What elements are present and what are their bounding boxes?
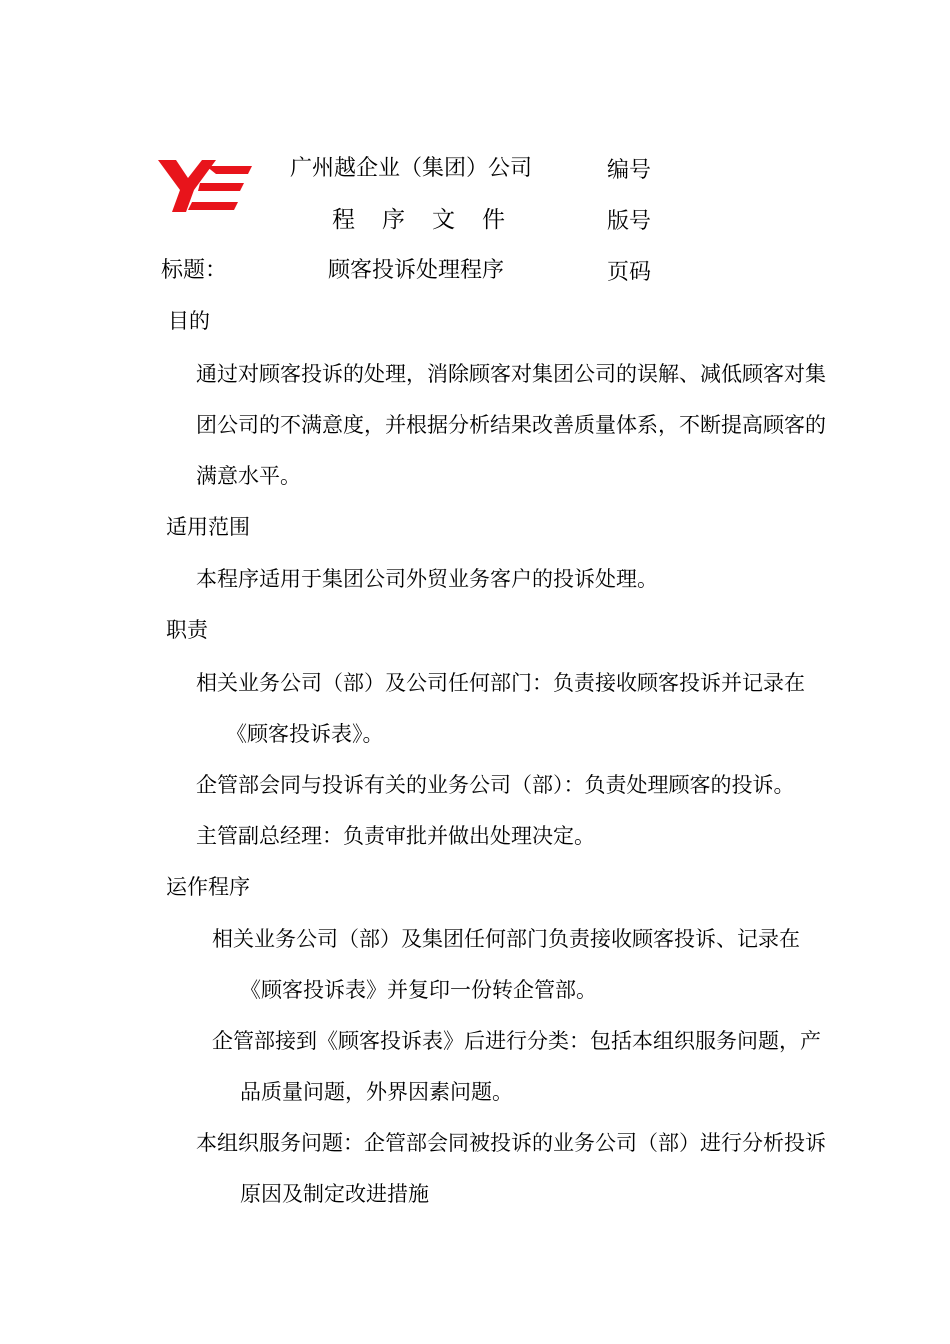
responsibility-item: 《顾客投诉表》。 (226, 722, 384, 746)
purpose-heading: 目的 (168, 309, 210, 333)
responsibility-item: 相关业务公司（部）及公司任何部门：负责接收顾客投诉并记录在 (196, 671, 805, 695)
purpose-line: 通过对顾客投诉的处理，消除顾客对集团公司的误解、减低顾客对集 (196, 362, 826, 386)
scope-text: 本程序适用于集团公司外贸业务客户的投诉处理。 (196, 567, 658, 591)
responsibility-item: 企管部会同与投诉有关的业务公司（部）：负责处理顾客的投诉。 (196, 773, 795, 797)
procedure-item: 本组织服务问题：企管部会同被投诉的业务公司（部）进行分析投诉 (196, 1131, 826, 1155)
procedure-item: 相关业务公司（部）及集团任何部门负责接收顾客投诉、记录在 (212, 927, 800, 951)
responsibility-item: 主管副总经理：负责审批并做出处理决定。 (196, 824, 595, 848)
company-name: 广州越企业（集团）公司 (290, 156, 533, 181)
title-label: 标题： (161, 258, 228, 283)
scope-heading: 适用范围 (166, 515, 250, 539)
procedure-item: 企管部接到《顾客投诉表》后进行分类：包括本组织服务问题，产 (212, 1029, 821, 1053)
ye-logo-icon (158, 158, 252, 214)
version-label: 版号 (607, 209, 652, 234)
purpose-line: 满意水平。 (196, 464, 301, 488)
procedure-item: 《顾客投诉表》并复印一份转企管部。 (240, 978, 597, 1002)
document-title: 顾客投诉处理程序 (328, 258, 505, 283)
document-type: 程序文件 (332, 207, 532, 233)
page-label: 页码 (607, 260, 652, 285)
procedure-item: 品质量问题，外界因素问题。 (240, 1080, 513, 1104)
procedure-item: 原因及制定改进措施 (240, 1182, 429, 1206)
code-label: 编号 (607, 158, 652, 183)
procedure-heading: 运作程序 (166, 875, 250, 899)
purpose-line: 团公司的不满意度，并根据分析结果改善质量体系，不断提高顾客的 (196, 413, 826, 437)
responsibilities-heading: 职责 (166, 618, 208, 642)
